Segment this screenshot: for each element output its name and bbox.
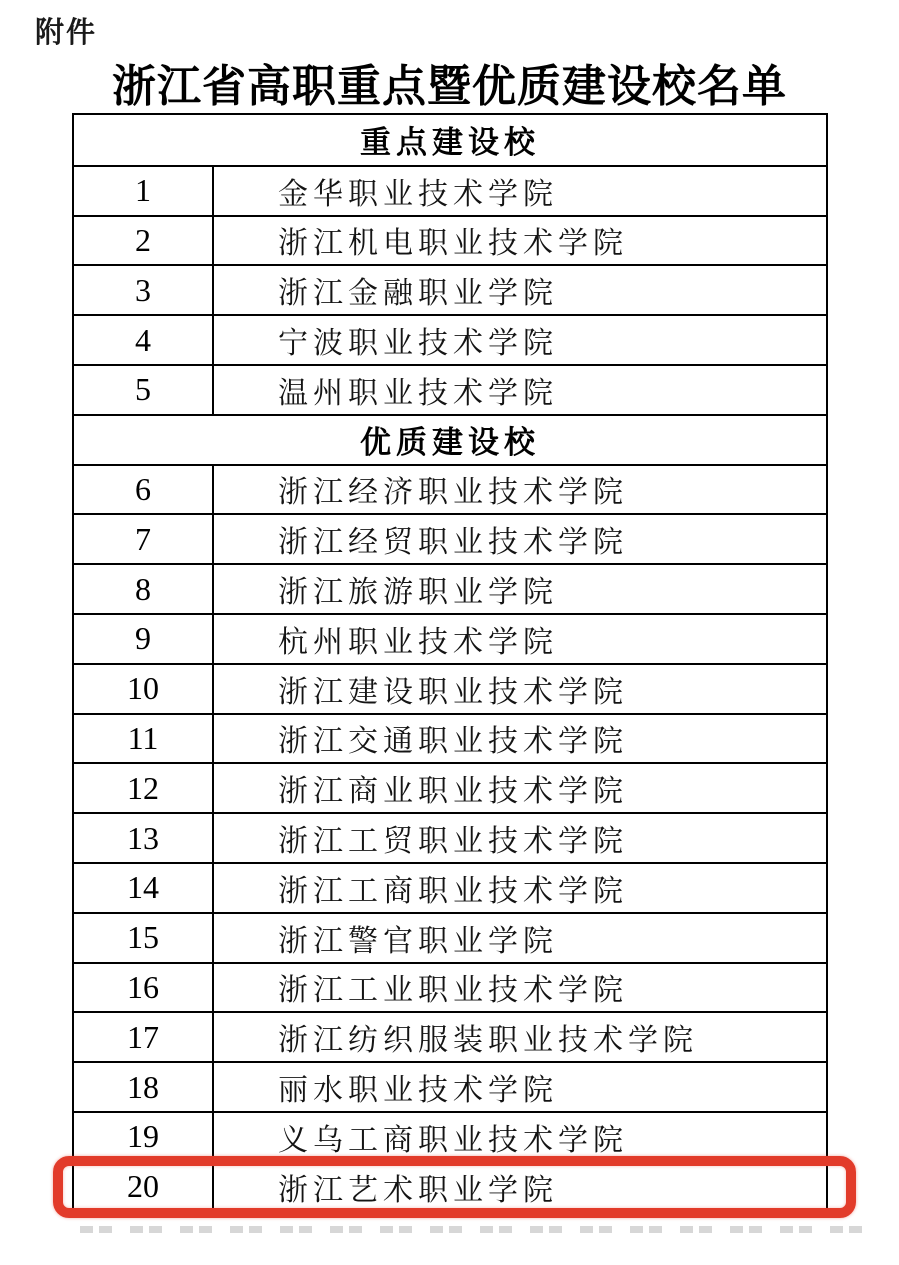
table-row — [74, 464, 826, 514]
row-number: 13 — [74, 814, 214, 862]
school-name: 浙江纺织服装职业技术学院 — [278, 1024, 698, 1058]
table-row — [74, 1111, 826, 1161]
schools-table — [72, 113, 828, 1213]
row-number: 7 — [74, 515, 214, 563]
row-number: 18 — [74, 1063, 214, 1111]
table-row — [74, 762, 826, 812]
school-name: 浙江工贸职业技术学院 — [278, 825, 628, 859]
row-number: 1 — [74, 167, 214, 215]
table-row — [74, 314, 826, 364]
row-number: 5 — [74, 366, 214, 414]
row-number: 17 — [74, 1013, 214, 1061]
table-row — [74, 563, 826, 613]
torn-edge-decoration — [80, 1226, 866, 1233]
row-number: 12 — [74, 764, 214, 812]
table-row — [74, 1061, 826, 1111]
school-name: 浙江工商职业技术学院 — [278, 874, 628, 908]
row-number: 10 — [74, 665, 214, 713]
table-row — [74, 513, 826, 563]
table-row — [74, 1011, 826, 1061]
school-name: 浙江经济职业技术学院 — [278, 476, 628, 510]
school-name: 宁波职业技术学院 — [278, 327, 558, 361]
school-name: 浙江金融职业学院 — [278, 277, 558, 311]
school-name: 温州职业技术学院 — [278, 376, 558, 410]
table-row — [74, 663, 826, 713]
school-name: 杭州职业技术学院 — [278, 625, 558, 659]
row-number: 11 — [74, 715, 214, 763]
school-name: 浙江经贸职业技术学院 — [278, 526, 628, 560]
school-name: 浙江建设职业技术学院 — [278, 675, 628, 709]
table-row — [74, 912, 826, 962]
school-name: 义乌工商职业技术学院 — [278, 1123, 628, 1157]
school-name: 浙江商业职业技术学院 — [278, 775, 628, 809]
table-row — [74, 264, 826, 314]
row-number: 8 — [74, 565, 214, 613]
school-name: 丽水职业技术学院 — [278, 1074, 558, 1108]
school-name: 浙江机电职业技术学院 — [278, 227, 628, 261]
page-title: 浙江省高职重点暨优质建设校名单 — [112, 62, 787, 111]
row-number: 2 — [74, 217, 214, 265]
row-number: 9 — [74, 615, 214, 663]
table-row — [74, 812, 826, 862]
table-row — [74, 613, 826, 663]
row-number: 19 — [74, 1113, 214, 1161]
table-row — [74, 364, 826, 414]
table-row — [74, 165, 826, 215]
school-name: 浙江艺术职业学院 — [278, 1173, 558, 1207]
table-row-highlighted — [74, 1161, 826, 1211]
row-number: 6 — [74, 466, 214, 514]
row-number: 14 — [74, 864, 214, 912]
section-header-key-schools: 重点建设校 — [360, 125, 540, 161]
table-row — [74, 862, 826, 912]
row-number: 16 — [74, 964, 214, 1012]
row-number: 4 — [74, 316, 214, 364]
school-name: 浙江警官职业学院 — [278, 924, 558, 958]
row-number: 15 — [74, 914, 214, 962]
section-header-quality-schools: 优质建设校 — [74, 414, 826, 464]
row-number: 3 — [74, 266, 214, 314]
school-name: 浙江工业职业技术学院 — [278, 974, 628, 1008]
attachment-label: 附件 — [35, 17, 98, 49]
row-number: 20 — [74, 1163, 214, 1211]
school-name: 浙江交通职业技术学院 — [278, 725, 628, 759]
table-row — [74, 215, 826, 265]
school-name: 浙江旅游职业学院 — [278, 576, 558, 610]
table-row — [74, 713, 826, 763]
school-name: 金华职业技术学院 — [278, 177, 558, 211]
table-row — [74, 962, 826, 1012]
